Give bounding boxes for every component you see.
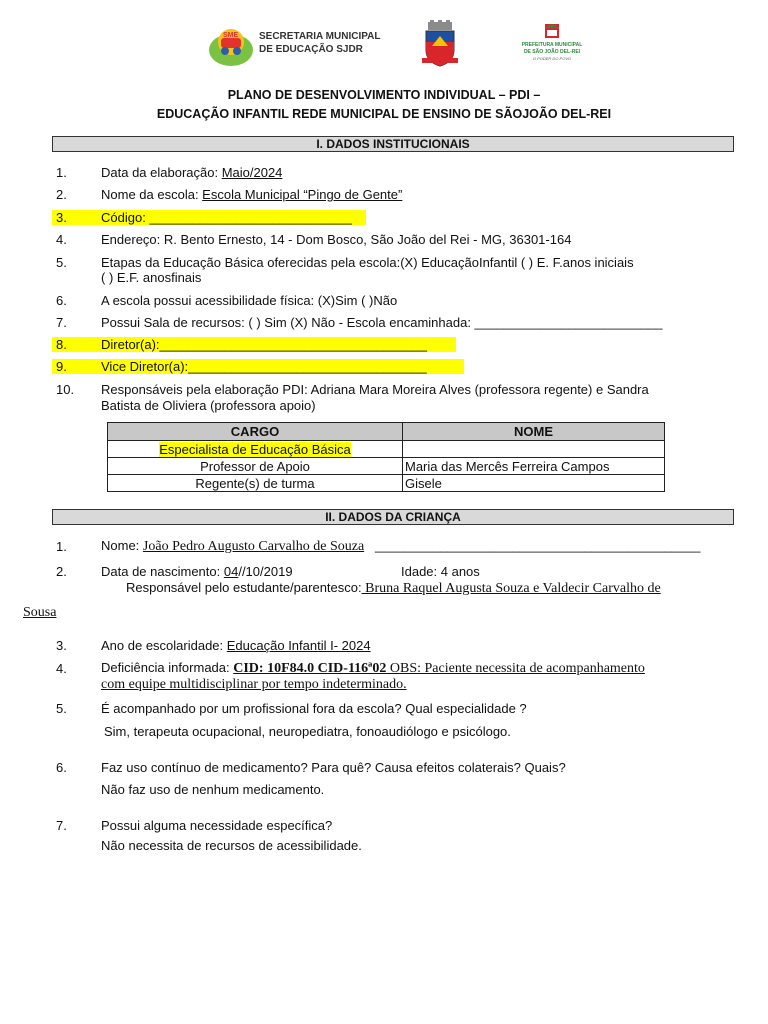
question-medication: Faz uso contínuo de medicamento? Para quê? Causa efeitos colaterais? Quais? — [101, 760, 566, 775]
item-number: 4. — [56, 232, 67, 247]
item-number: 6. — [56, 760, 67, 775]
svg-text:O PODER DO POVO: O PODER DO POVO — [532, 56, 572, 61]
prefeitura-logo — [521, 24, 583, 68]
table-cell-nome: Maria das Mercês Ferreira Campos — [403, 458, 665, 475]
svg-text:SECRETARIA MUNICIPAL: SECRETARIA MUNICIPAL — [259, 31, 381, 42]
table-row — [108, 441, 665, 458]
field-director: Diretor(a):_____________________________________ — [101, 337, 456, 352]
item-number: 9. — [52, 359, 101, 374]
field-child-name: Nome: João Pedro Augusto Carvalho de Souza _____________________________________________ — [101, 538, 701, 554]
item-number: 8. — [52, 337, 101, 352]
section-heading-institutional: I. DADOS INSTITUCIONAIS — [52, 136, 734, 152]
field-birth-date: Data de nascimento: 04//10/2019 — [101, 564, 293, 579]
section-heading-child: II. DADOS DA CRIANÇA — [52, 509, 734, 525]
item-number: 7. — [56, 818, 67, 833]
svg-text:DE SÃO JOÃO DEL-REI: DE SÃO JOÃO DEL-REI — [523, 49, 581, 55]
question-external-professional: É acompanhado por um profissional fora da escola? Qual especialidade ? — [101, 701, 527, 716]
field-age: Idade: 4 anos — [401, 564, 480, 579]
field-pdi-responsibles-line2: Batista de Oliviera (professora apoio) — [101, 398, 316, 413]
item-number: 3. — [52, 210, 101, 225]
item-number: 1. — [56, 165, 67, 180]
field-resource-room: Possui Sala de recursos: ( ) Sim (X) Não - Escola encaminhada: __________________________ — [101, 315, 663, 330]
document-title-line2: EDUCAÇÃO INFANTIL REDE MUNICIPAL DE ENSINO DE SÃOJOÃO DEL-REI — [156, 107, 612, 121]
table-cell-cargo: Professor de Apoio — [108, 458, 403, 475]
field-date-elaboration: Data da elaboração: Maio/2024 — [101, 165, 283, 180]
item-number: 7. — [56, 315, 67, 330]
field-disability: Deficiência informada: CID: 10F84.0 CID-116ª02 OBS: Paciente necessita de acompanhamento — [101, 660, 645, 676]
table-cell-cargo: Especialista de Educação Básica — [108, 441, 403, 458]
table-cell-cargo: Regente(s) de turma — [108, 475, 403, 492]
table-cell-nome — [403, 441, 665, 458]
field-address: Endereço: R. Bento Ernesto, 14 - Dom Bosco, São João del Rei - MG, 36301-164 — [101, 232, 572, 247]
field-pdi-responsibles-line1: Responsáveis pela elaboração PDI: Adriana Mara Moreira Alves (professora regente) e Sandra — [101, 382, 649, 397]
sme-logo — [207, 20, 381, 68]
field-education-stages-line1: Etapas da Educação Básica oferecidas pela escola:(X) EducaçãoInfantil ( ) E. F.anos iniciais — [101, 255, 634, 270]
document-title-line1: PLANO DE DESENVOLVIMENTO INDIVIDUAL – PDI – — [227, 88, 541, 102]
field-guardian-cont: Sousa — [23, 605, 57, 620]
table-row — [108, 475, 665, 492]
field-guardian: Responsável pelo estudante/parentesco: Bruna Raquel Augusta Souza e Valdecir Carvalho de — [126, 580, 661, 596]
field-vice-director: Vice Diretor(a):_________________________________ — [101, 359, 464, 374]
item-number: 2. — [56, 564, 67, 579]
column-header-cargo: CARGO — [108, 423, 403, 441]
svg-text:DE EDUCAÇÃO SJDR: DE EDUCAÇÃO SJDR — [259, 44, 363, 55]
roles-table — [107, 422, 665, 492]
header-logos — [0, 20, 768, 70]
field-education-stages-line2: ( ) E.F. anosfinais — [101, 270, 202, 285]
field-code: Código: ____________________________ — [101, 210, 366, 225]
item-number: 2. — [56, 187, 67, 202]
answer-external-professional: Sim, terapeuta ocupacional, neuropediatra, fonoaudiólogo e psicólogo. — [104, 724, 511, 739]
item-number: 1. — [56, 539, 67, 554]
field-school-year: Ano de escolaridade: Educação Infantil I- 2024 — [101, 638, 371, 653]
item-number: 6. — [56, 293, 67, 308]
question-specific-need: Possui alguma necessidade específica? — [101, 818, 333, 833]
item-number: 10. — [56, 382, 75, 397]
field-accessibility: A escola possui acessibilidade física: (X)Sim ( )Não — [101, 293, 398, 308]
answer-medication: Não faz uso de nenhum medicamento. — [101, 782, 325, 797]
item-number: 5. — [56, 701, 67, 716]
table-header-row — [108, 423, 665, 441]
item-number: 5. — [56, 255, 67, 270]
column-header-nome: NOME — [403, 423, 665, 441]
city-coat-of-arms-icon — [420, 20, 460, 68]
svg-text:PREFEITURA MUNICIPAL: PREFEITURA MUNICIPAL — [521, 42, 583, 48]
svg-text:SME: SME — [223, 32, 239, 39]
answer-specific-need: Não necessita de recursos de acessibilidade. — [101, 838, 362, 853]
item-number: 3. — [56, 638, 67, 653]
field-school-name: Nome da escola: Escola Municipal “Pingo de Gente” — [101, 187, 403, 202]
table-cell-nome: Gisele — [403, 475, 665, 492]
item-number: 4. — [56, 661, 67, 676]
table-row — [108, 458, 665, 475]
field-disability-obs-line2: com equipe multidisciplinar por tempo indeterminado. — [101, 677, 407, 692]
